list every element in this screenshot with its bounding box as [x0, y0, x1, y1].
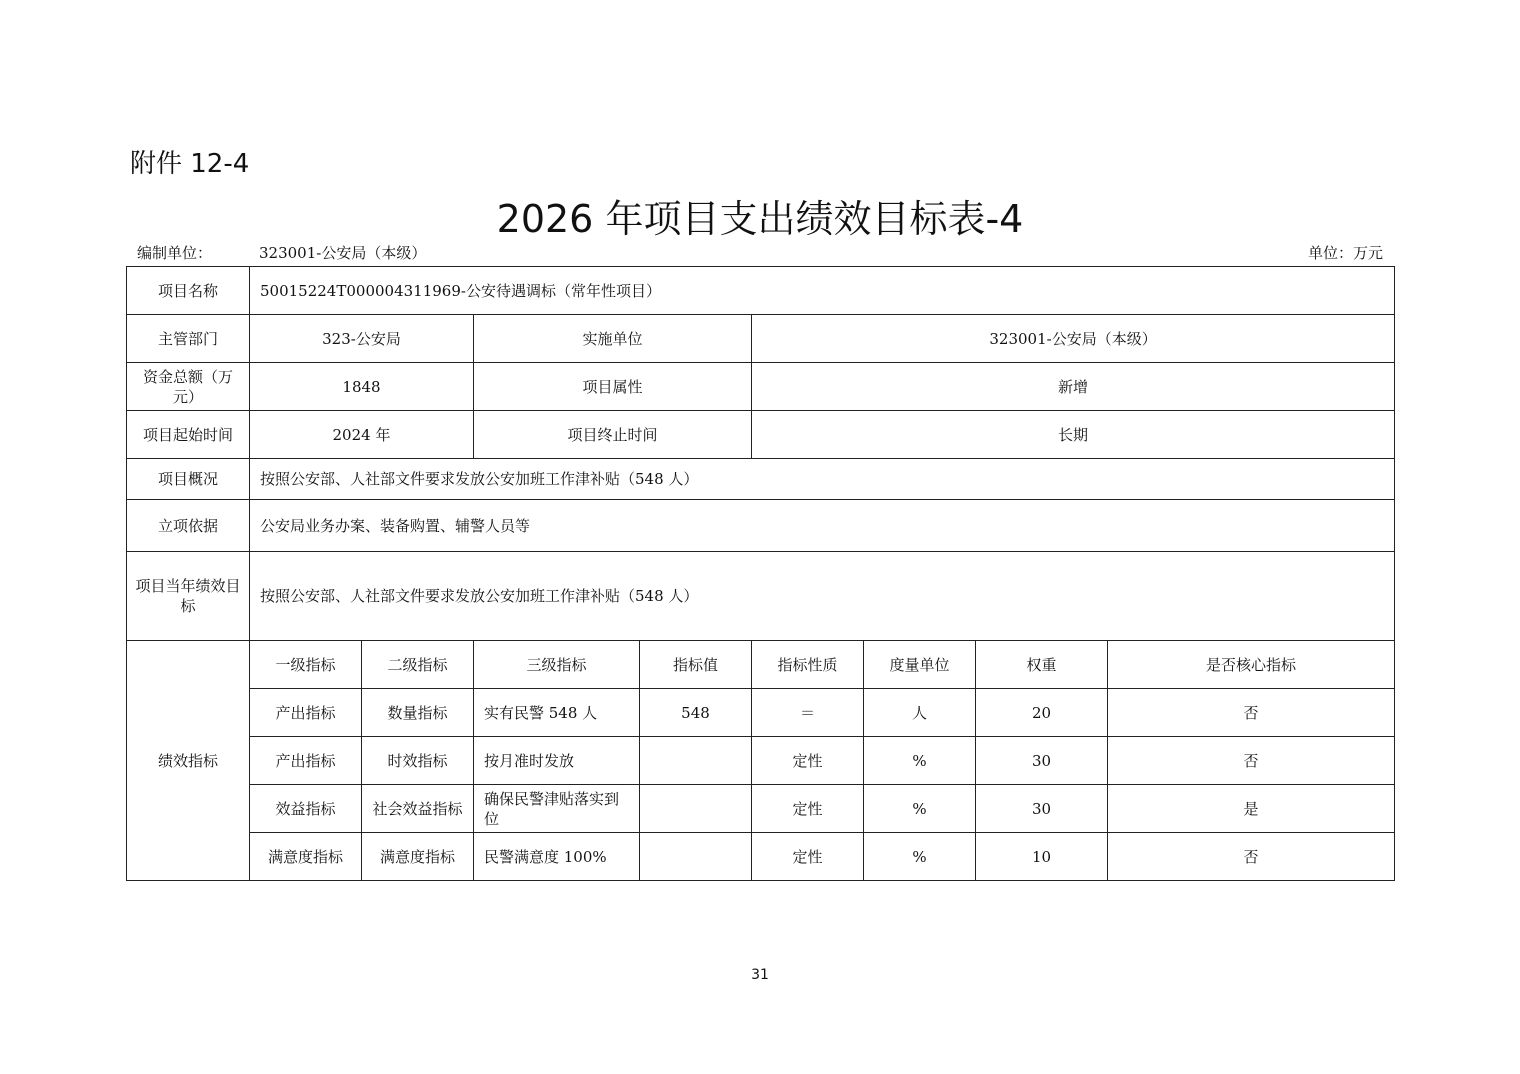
core-cell: 否	[1108, 689, 1395, 737]
level1-cell: 满意度指标	[250, 833, 362, 881]
header-core: 是否核心指标	[1108, 641, 1395, 689]
level2-cell: 时效指标	[362, 737, 474, 785]
row-department	[127, 315, 1395, 363]
table-row	[127, 737, 1395, 785]
row-project-name	[127, 267, 1395, 315]
weight-cell: 20	[976, 689, 1108, 737]
project-name-value: 50015224T000004311969-公安待遇调标（常年性项目）	[250, 267, 1395, 315]
level3-cell: 按月准时发放	[474, 737, 640, 785]
nature-cell: 定性	[752, 833, 864, 881]
weight-cell: 30	[976, 737, 1108, 785]
indicator-header-row	[127, 641, 1395, 689]
header-weight: 权重	[976, 641, 1108, 689]
project-attr-value: 新增	[752, 363, 1395, 411]
nature-cell: 定性	[752, 785, 864, 833]
overview-label: 项目概况	[127, 459, 250, 500]
header-nature: 指标性质	[752, 641, 864, 689]
level1-cell: 产出指标	[250, 689, 362, 737]
basis-label: 立项依据	[127, 500, 250, 552]
level3-cell: 民警满意度 100%	[474, 833, 640, 881]
row-basis	[127, 500, 1395, 552]
level2-cell: 满意度指标	[362, 833, 474, 881]
project-name-label: 项目名称	[127, 267, 250, 315]
table-row	[127, 689, 1395, 737]
page-title: 2026 年项目支出绩效目标表-4	[496, 197, 1024, 241]
header-level3: 三级指标	[474, 641, 640, 689]
core-cell: 否	[1108, 833, 1395, 881]
unit-cell: %	[864, 833, 976, 881]
dept-label: 主管部门	[127, 315, 250, 363]
performance-table	[126, 266, 1395, 881]
nature-cell: 定性	[752, 737, 864, 785]
level2-cell: 数量指标	[362, 689, 474, 737]
overview-value: 按照公安部、人社部文件要求发放公安加班工作津补贴（548 人）	[250, 459, 1395, 500]
header-value: 指标值	[640, 641, 752, 689]
impl-unit-value: 323001-公安局（本级）	[752, 315, 1395, 363]
row-overview	[127, 459, 1395, 500]
start-time-label: 项目起始时间	[127, 411, 250, 459]
end-time-label: 项目终止时间	[474, 411, 752, 459]
value-cell	[640, 737, 752, 785]
unit-cell: %	[864, 737, 976, 785]
impl-unit-label: 实施单位	[474, 315, 752, 363]
fund-value: 1848	[250, 363, 474, 411]
unit-cell: %	[864, 785, 976, 833]
dept-value: 323-公安局	[250, 315, 474, 363]
basis-value: 公安局业务办案、装备购置、辅警人员等	[250, 500, 1395, 552]
project-attr-label: 项目属性	[474, 363, 752, 411]
goal-label: 项目当年绩效目标	[127, 552, 250, 641]
weight-cell: 30	[976, 785, 1108, 833]
header-level2: 二级指标	[362, 641, 474, 689]
table-row	[127, 833, 1395, 881]
end-time-value: 长期	[752, 411, 1395, 459]
header-level1: 一级指标	[250, 641, 362, 689]
table-row	[127, 785, 1395, 833]
core-cell: 是	[1108, 785, 1395, 833]
attachment-label: 附件 12-4	[130, 149, 250, 179]
core-cell: 否	[1108, 737, 1395, 785]
unit-cell: 人	[864, 689, 976, 737]
weight-cell: 10	[976, 833, 1108, 881]
fund-label: 资金总额（万元）	[127, 363, 250, 411]
level2-cell: 社会效益指标	[362, 785, 474, 833]
compiling-unit-value: 323001-公安局（本级）	[259, 244, 427, 262]
level1-cell: 效益指标	[250, 785, 362, 833]
value-cell: 548	[640, 689, 752, 737]
page-number: 31	[751, 967, 769, 983]
level3-cell: 确保民警津贴落实到位	[474, 785, 640, 833]
indicators-section-label: 绩效指标	[127, 641, 250, 881]
level3-cell: 实有民警 548 人	[474, 689, 640, 737]
header-unit: 度量单位	[864, 641, 976, 689]
value-cell	[640, 833, 752, 881]
value-cell	[640, 785, 752, 833]
row-time	[127, 411, 1395, 459]
row-goal	[127, 552, 1395, 641]
goal-value: 按照公安部、人社部文件要求发放公安加班工作津补贴（548 人）	[250, 552, 1395, 641]
start-time-value: 2024 年	[250, 411, 474, 459]
level1-cell: 产出指标	[250, 737, 362, 785]
row-fund	[127, 363, 1395, 411]
compiling-unit-label: 编制单位：	[137, 244, 213, 262]
currency-unit: 单位：万元	[1307, 244, 1383, 262]
nature-cell: ＝	[752, 689, 864, 737]
